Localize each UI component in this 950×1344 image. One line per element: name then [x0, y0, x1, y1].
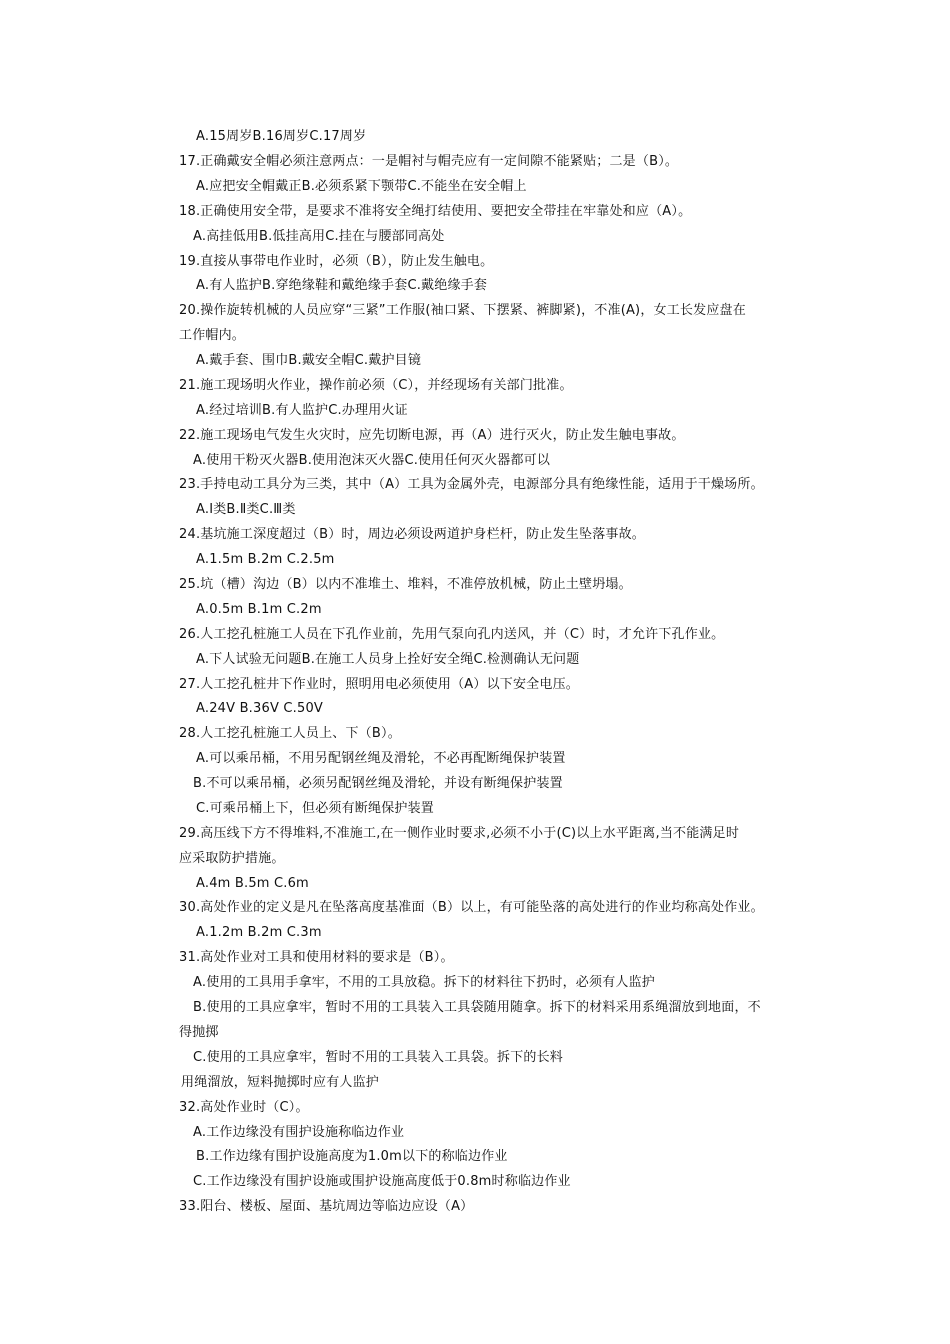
option-line: A.戴手套、围巾B.戴安全帽C.戴护目镜 — [196, 353, 422, 368]
option-line: C.可乘吊桶上下，但必须有断绳保护装置 — [196, 801, 435, 816]
question-line: 22.施工现场电气发生火灾时，应先切断电源，再（A）进行灭火，防止发生触电事故。 — [179, 428, 685, 443]
option-line: A.高挂低用B.低挂高用C.挂在与腰部同高处 — [193, 229, 445, 244]
option-line: A.使用干粉灭火器B.使用泡沫灭火器C.使用任何灭火器都可以 — [193, 453, 551, 468]
option-line: A.0.5m B.1m C.2m — [196, 602, 322, 617]
option-line: A.工作边缘没有围护设施称临边作业 — [193, 1125, 405, 1140]
question-line: 26.人工挖孔桩施工人员在下孔作业前，先用气泵向孔内送风，并（C）时，才允许下孔作业。 — [179, 627, 725, 642]
option-line: A.有人监护B.穿绝缘鞋和戴绝缘手套C.戴绝缘手套 — [196, 278, 488, 293]
option-line: A.下人试验无问题B.在施工人员身上拴好安全绳C.检测确认无问题 — [196, 652, 580, 667]
option-line: A.24V B.36V C.50V — [196, 701, 324, 716]
question-line: 32.高处作业时（C）。 — [179, 1100, 309, 1115]
option-line: A.1.2m B.2m C.3m — [196, 925, 322, 940]
option-line: A.可以乘吊桶，不用另配钢丝绳及滑轮，不必再配断绳保护装置 — [196, 751, 566, 766]
question-line: 33.阳台、楼板、屋面、基坑周边等临边应设（A） — [179, 1199, 474, 1214]
option-line: A.使用的工具用手拿牢，不用的工具放稳。拆下的材料往下扔时，必须有人监护 — [193, 975, 655, 990]
question-line: 19.直接从事带电作业时，必须（B），防止发生触电。 — [179, 254, 494, 269]
question-line: 21.施工现场明火作业，操作前必须（C），并经现场有关部门批准。 — [179, 378, 573, 393]
question-line: 25.坑（槽）沟边（B）以内不准堆土、堆料，不准停放机械，防止土壁坍塌。 — [179, 577, 632, 592]
option-line: A.1.5m B.2m C.2.5m — [196, 552, 335, 567]
option-line: C.工作边缘没有围护设施或围护设施高度低于0.8m时称临边作业 — [193, 1174, 571, 1189]
option-line-continued: 得抛掷 — [179, 1025, 219, 1040]
question-line: 30.高处作业的定义是凡在坠落高度基准面（B）以上，有可能坠落的高处进行的作业均称高处作业。 — [179, 900, 764, 915]
option-line: A.Ⅰ类B.Ⅱ类C.Ⅲ类 — [196, 502, 296, 517]
option-line: A.4m B.5m C.6m — [196, 876, 309, 891]
question-line: 20.操作旋转机械的人员应穿“三紧”工作服(袖口紧、下摆紧、裤脚紧)，不准(A)，女工长发应盘在 — [179, 303, 746, 318]
question-line: 31.高处作业对工具和使用材料的要求是（B）。 — [179, 950, 454, 965]
question-line: 23.手持电动工具分为三类，其中（A）工具为金属外壳，电源部分具有绝缘性能，适用于干燥场所。 — [179, 477, 764, 492]
question-line: 18.正确使用安全带，是要求不准将安全绳打结使用、要把安全带挂在牢靠处和应（A）。 — [179, 204, 692, 219]
option-line: B.不可以乘吊桶，必须另配钢丝绳及滑轮，并设有断绳保护装置 — [193, 776, 563, 791]
question-line-continued: 工作帽内。 — [179, 328, 246, 343]
question-line: 24.基坑施工深度超过（B）时，周边必须设两道护身栏杆，防止发生坠落事故。 — [179, 527, 645, 542]
question-line: 17.正确戴安全帽必须注意两点：一是帽衬与帽壳应有一定间隙不能紧贴；二是（B）。 — [179, 154, 679, 169]
question-line: 27.人工挖孔桩井下作业时，照明用电必须使用（A）以下安全电压。 — [179, 677, 579, 692]
question-line: 28.人工挖孔桩施工人员上、下（B）。 — [179, 726, 401, 741]
option-line-continued: 用绳溜放，短料抛掷时应有人监护 — [181, 1075, 380, 1090]
option-line: A.15周岁B.16周岁C.17周岁 — [196, 129, 367, 144]
option-line: B.使用的工具应拿牢，暂时不用的工具装入工具袋随用随拿。拆下的材料采用系绳溜放到地面，不 — [193, 1000, 761, 1015]
option-line: C.使用的工具应拿牢，暂时不用的工具装入工具袋。拆下的长料 — [193, 1050, 564, 1065]
question-line-continued: 应采取防护措施。 — [179, 851, 285, 866]
question-line: 29.高压线下方不得堆料,不准施工,在一侧作业时要求,必须不小于(C)以上水平距离,当不能满足时 — [179, 826, 740, 841]
option-line: A.经过培训B.有人监护C.办理用火证 — [196, 403, 408, 418]
option-line: B.工作边缘有围护设施高度为1.0m以下的称临边作业 — [196, 1149, 508, 1164]
option-line: A.应把安全帽戴正B.必须系紧下颚带C.不能坐在安全帽上 — [196, 179, 527, 194]
